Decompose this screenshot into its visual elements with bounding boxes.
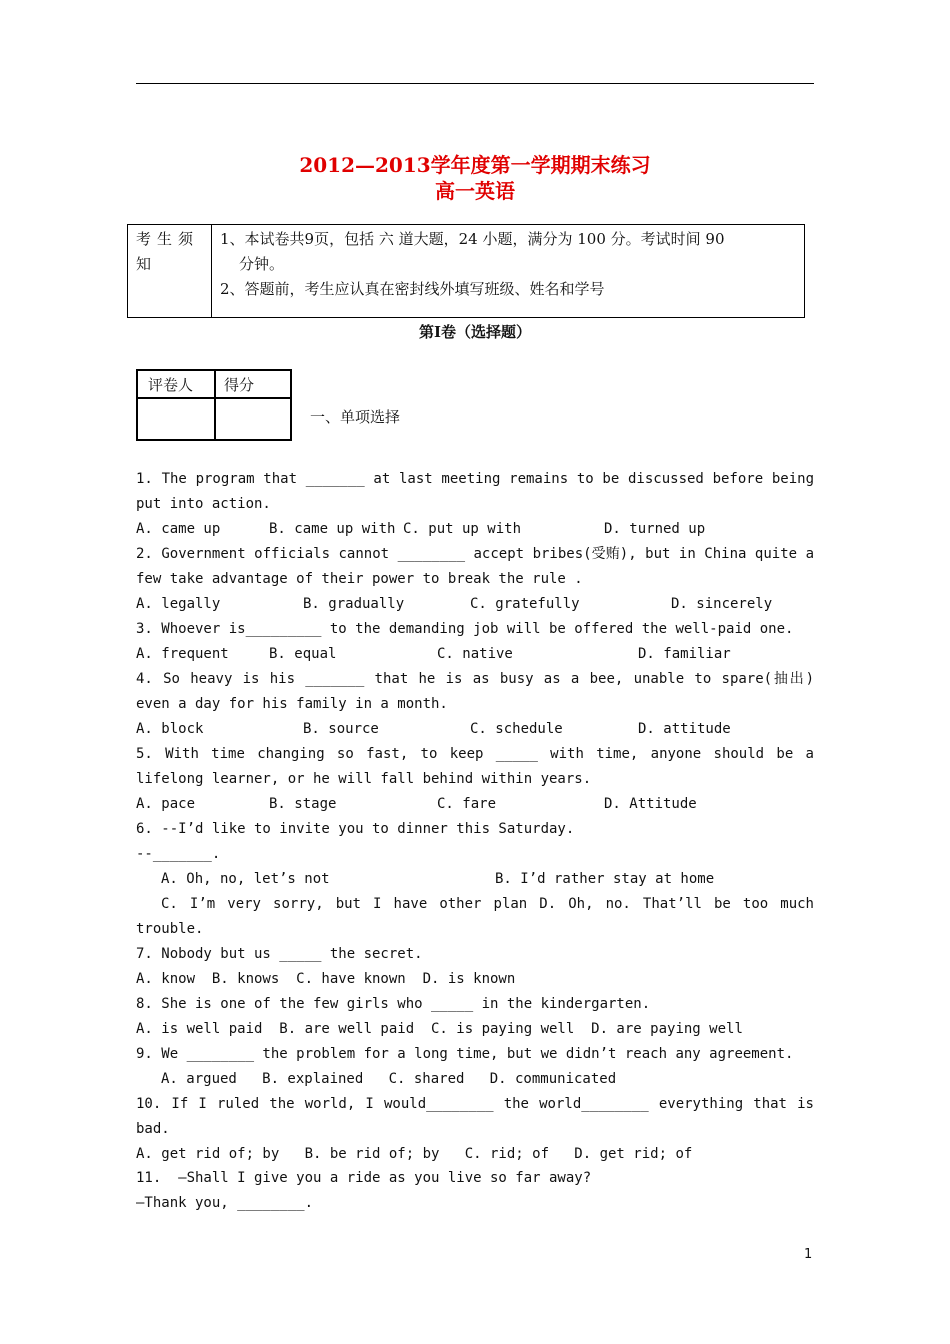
q9-options: A. argued B. explained C. shared D. communicated (161, 1071, 617, 1087)
q6-option-b: B. I’d rather stay at home (495, 871, 715, 887)
q2-option-c: C. gratefully (470, 596, 580, 612)
score-divider-v (214, 371, 216, 439)
grader-label: 评卷人 (148, 376, 194, 394)
q8-options: A. is well paid B. are well paid C. is paying well D. are paying well (136, 1021, 743, 1037)
q1-option-b: B. came up with (269, 521, 396, 537)
q2-option-a: A. legally (136, 596, 221, 612)
notice-line-1: 1、本试卷共9页，包括 六 道大题，24 小题，满分为 100 分。考试时间 90 (220, 230, 725, 248)
q3-option-d: D. familiar (638, 646, 731, 662)
notice-table (127, 224, 805, 318)
q8-line-1: 8. She is one of the few girls who _____ in the kindergarten. (136, 996, 651, 1012)
score-box (136, 369, 292, 441)
q10-line-2: bad. (136, 1121, 170, 1137)
q9-line-1: 9. We ________ the problem for a long time, but we didn’t reach any agreement. (136, 1046, 794, 1062)
q5-option-d: D. Attitude (604, 796, 697, 812)
q4-option-c: C. schedule (470, 721, 563, 737)
notice-line-2: 2、答题前，考生应认真在密封线外填写班级、姓名和学号 (220, 280, 605, 298)
section-title: 第Ⅰ卷（选择题） (418, 323, 532, 341)
q7-line-1: 7. Nobody but us _____ the secret. (136, 946, 423, 962)
score-label: 得分 (224, 376, 255, 394)
q3-line-1: 3. Whoever is_________ to the demanding job will be offered the well-paid one. (136, 621, 794, 637)
q1-line-1: 1. The program that _______ at last meeting remains to be discussed before being (136, 471, 814, 487)
q7-options: A. know B. knows C. have known D. is known (136, 971, 516, 987)
score-divider-h (138, 397, 290, 399)
q6-line-2: --_______. (136, 846, 221, 862)
q10-options: A. get rid of; by B. be rid of; by C. rid; of D. get rid; of (136, 1146, 693, 1162)
q6-option-cd-cont: trouble. (136, 921, 204, 937)
q2-line-2: few take advantage of their power to break the rule . (136, 571, 583, 587)
q6-line-1: 6. --I’d like to invite you to dinner this Saturday. (136, 821, 575, 837)
notice-label: 考生须知 (128, 225, 212, 317)
page-number: 1 (804, 1247, 813, 1262)
q5-option-a: A. pace (136, 796, 196, 812)
q6-option-cd: C. I’m very sorry, but I have other plan D. Oh, no. That’ll be too much (161, 896, 814, 912)
q4-line-2: even a day for his family in a month. (136, 696, 448, 712)
q3-option-c: C. native (437, 646, 513, 662)
q5-line-1: 5. With time changing so fast, to keep _____ with time, anyone should be a (136, 746, 814, 762)
notice-line-1b: 分钟。 (239, 255, 285, 273)
q5-line-2: lifelong learner, or he will fall behind within years. (136, 771, 592, 787)
exam-title: 2012—2013学年度第一学期期末练习 (299, 153, 651, 177)
q4-option-b: B. source (303, 721, 379, 737)
exam-subtitle: 高一英语 (435, 179, 515, 203)
q4-option-d: D. attitude (638, 721, 731, 737)
q6-option-a: A. Oh, no, let’s not (161, 871, 330, 887)
q2-option-d: D. sincerely (671, 596, 773, 612)
q1-option-a: A. came up (136, 521, 221, 537)
q2-option-b: B. gradually (303, 596, 405, 612)
part-title: 一、单项选择 (310, 408, 401, 426)
q4-option-a: A. block (136, 721, 204, 737)
q1-option-c: C. put up with (403, 521, 522, 537)
q10-line-1: 10. If I ruled the world, I would________ the world________ everything that is (136, 1096, 814, 1112)
q5-option-b: B. stage (269, 796, 337, 812)
q1-line-2: put into action. (136, 496, 271, 512)
q11-line-2: —Thank you, ________. (136, 1195, 314, 1211)
q1-option-d: D. turned up (604, 521, 706, 537)
q11-line-1: 11. —Shall I give you a ride as you live so far away? (136, 1170, 592, 1186)
q2-line-1: 2. Government officials cannot ________ accept bribes(受贿), but in China quite a (136, 546, 814, 562)
q5-option-c: C. fare (437, 796, 497, 812)
q3-option-b: B. equal (269, 646, 337, 662)
q4-line-1: 4. So heavy is his _______ that he is as busy as a bee, unable to spare(抽出) (136, 671, 814, 687)
q3-option-a: A. frequent (136, 646, 229, 662)
top-rule (136, 83, 814, 84)
notice-content (212, 225, 804, 319)
